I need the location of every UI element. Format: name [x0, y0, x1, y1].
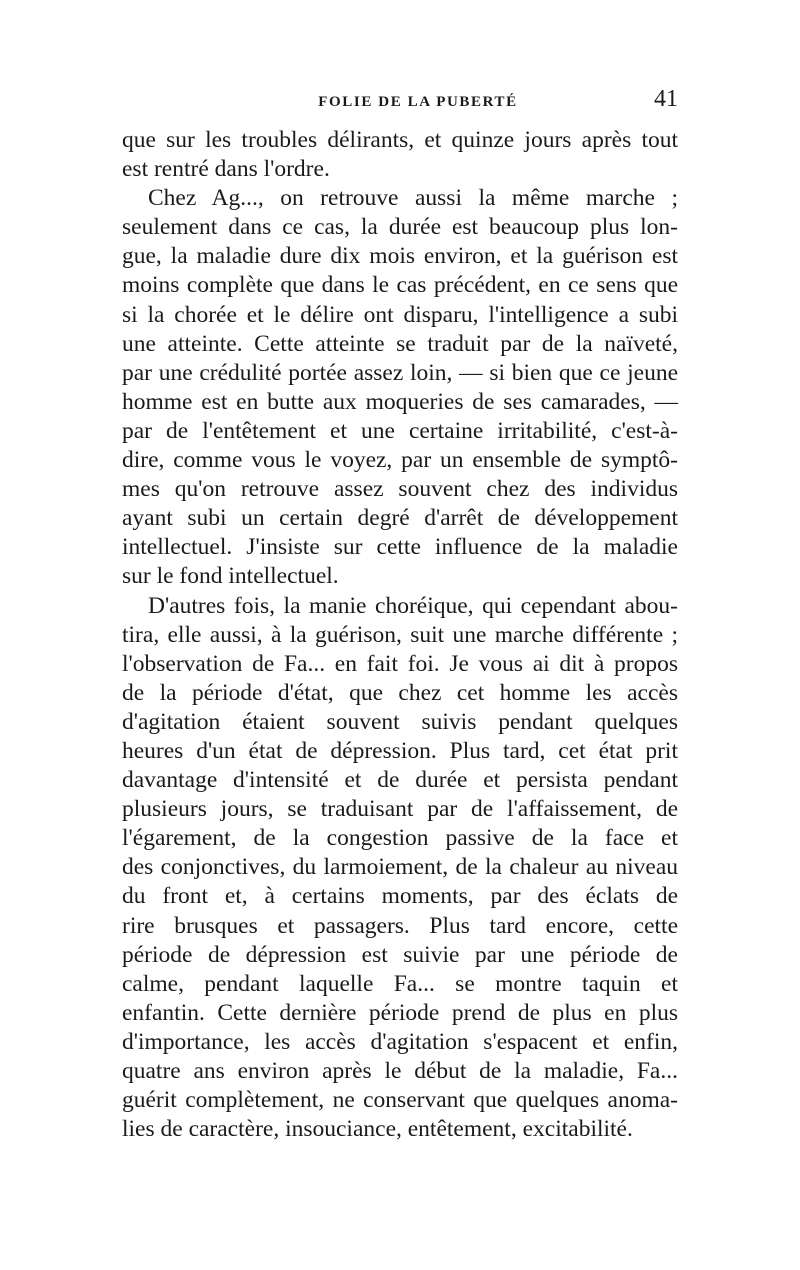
text-line: rire brusques et passagers. Plus tard encore, cette [122, 912, 678, 939]
text-line: lies de caractère, insouciance, entêtement, excitabilité. [122, 1116, 633, 1143]
text-line: quatre ans environ après le début de la maladie, Fa... [122, 1058, 678, 1084]
text-line: par une crédulité portée assez loin, — si bien que ce jeune [122, 359, 678, 386]
text-line: de la période d'état, que chez cet homme les accès [122, 679, 678, 706]
text-line: une atteinte. Cette atteinte se traduit par de la naïveté, [122, 330, 678, 357]
text-line: d'agitation étaient souvent suivis pendant quelques [122, 708, 678, 735]
text-line: période de dépression est suivie par une période de [122, 941, 678, 968]
body-text [122, 126, 678, 1144]
text-line: seulement dans ce cas, la durée est beaucoup plus lon- [122, 214, 678, 241]
text-line: heures d'un état de dépression. Plus tard, cet état prit [122, 737, 678, 764]
text-line: des conjonctives, du larmoiement, de la chaleur au niveau [122, 854, 678, 881]
text-line: que sur les troubles délirants, et quinze jours après tout [122, 127, 678, 153]
text-line: guérit complètement, ne conservant que quelques anoma- [122, 1087, 678, 1114]
text-line: enfantin. Cette dernière période prend de plus en plus [122, 999, 678, 1026]
text-line: tira, elle aussi, à la guérison, suit une marche différente ; [122, 621, 678, 648]
text-line: intellectuel. J'insiste sur cette influence de la maladie [122, 534, 678, 561]
text-line: par de l'entêtement et une certaine irritabilité, c'est-à- [122, 417, 678, 444]
page-number: 41 [654, 86, 678, 112]
text-line: calme, pendant laquelle Fa... se montre taquin et [122, 970, 678, 997]
text-line: l'égarement, de la congestion passive de la face et [122, 825, 678, 852]
text-line: est rentré dans l'ordre. [122, 156, 330, 183]
text-line: gue, la maladie dure dix mois environ, et la guérison est [122, 243, 678, 270]
text-line: D'autres fois, la manie choréique, qui cependant abou- [148, 592, 678, 619]
running-head [122, 86, 678, 122]
text-line: mes qu'on retrouve assez souvent chez des individus [122, 476, 678, 503]
text-line: du front et, à certains moments, par des éclats de [122, 883, 678, 910]
text-line: d'importance, les accès d'agitation s'espacent et enfin, [122, 1028, 678, 1055]
text-line: davantage d'intensité et de durée et persista pendant [122, 767, 678, 794]
text-line: moins complète que dans le cas précédent, en ce sens que [122, 272, 678, 299]
text-line: l'observation de Fa... en fait foi. Je vous ai dit à propos [122, 650, 678, 677]
text-line: Chez Ag..., on retrouve aussi la même marche ; [148, 185, 678, 212]
running-title: FOLIE DE LA PUBERTÉ [318, 94, 518, 110]
text-line: sur le fond intellectuel. [122, 563, 339, 590]
text-line: ayant subi un certain degré d'arrêt de développement [122, 505, 678, 532]
text-line: homme est en butte aux moqueries de ses camarades, — [122, 388, 678, 415]
text-line: dire, comme vous le voyez, par un ensemble de symptô- [122, 447, 678, 474]
text-line: plusieurs jours, se traduisant par de l'affaissement, de [122, 796, 678, 823]
text-line: si la chorée et le délire ont disparu, l'intelligence a subi [122, 301, 678, 328]
